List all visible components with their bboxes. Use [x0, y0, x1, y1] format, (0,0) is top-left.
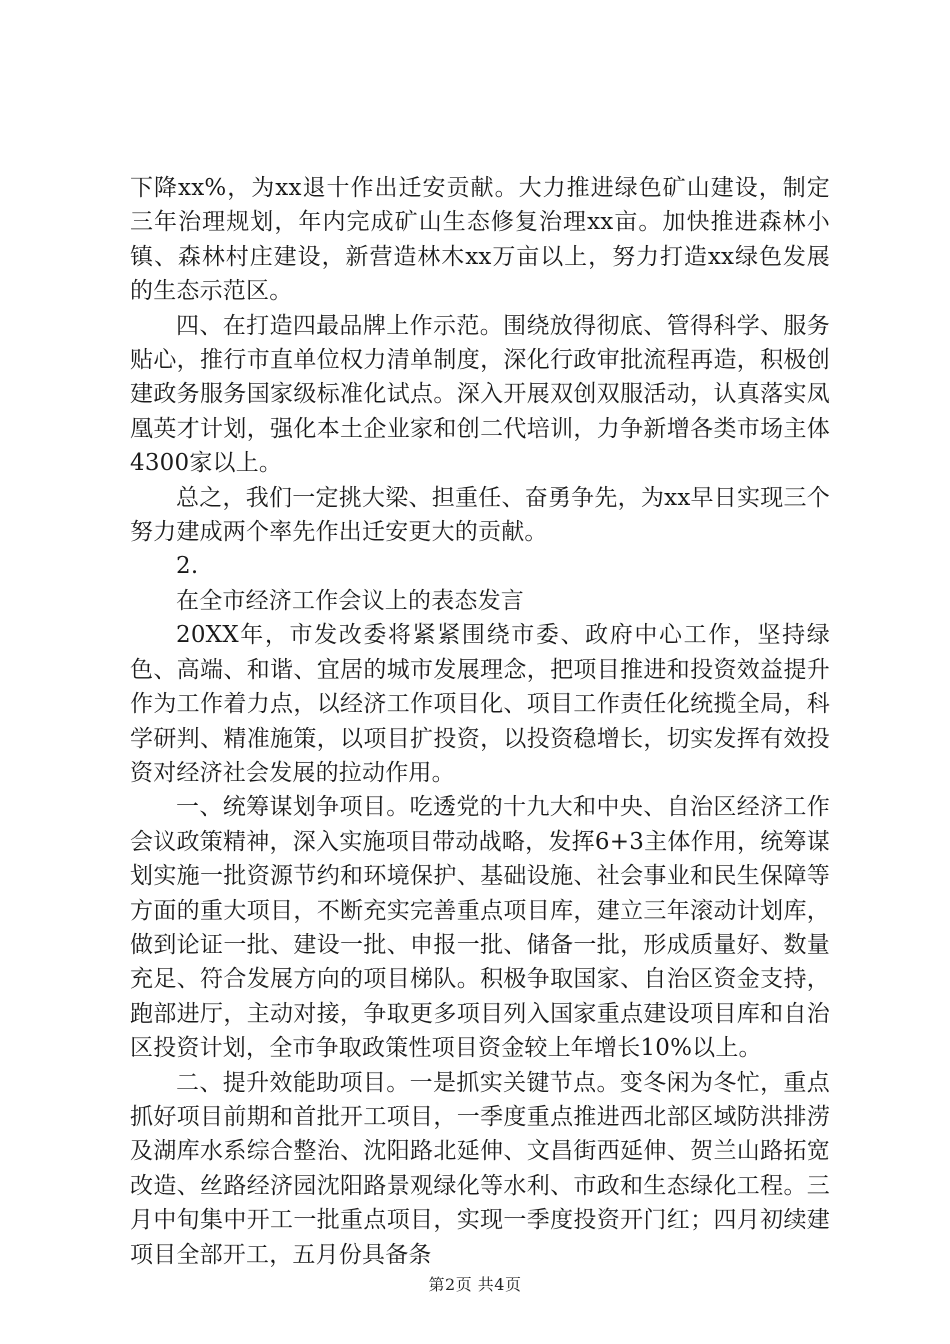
paragraph-continuation: 下降xx%，为xx退十作出迁安贡献。大力推进绿色矿山建设，制定三年治理规划，年内完成矿山生态修复治理xx亩。加快推进森林小镇、森林村庄建设，新营造林木xx万亩以上，努力打造xx绿色发展的生态示范区。	[130, 175, 830, 305]
paragraph-conclusion: 总之，我们一定挑大梁、担重任、奋勇争先，为xx早日实现三个努力建成两个率先作出迁安更大的贡献。	[130, 484, 830, 546]
paragraph-intro: 20XX年，市发改委将紧紧围绕市委、政府中心工作，坚持绿色、高端、和谐、宜居的城市发展理念，把项目推进和投资效益提升作为工作着力点，以经济工作项目化、项目工作责任化统揽全局，科学研判、精准施策，以项目扩投资，以投资稳增长，切实发挥有效投资对经济社会发展的拉动作用。	[130, 622, 830, 786]
paragraph-point-two: 二、提升效能助项目。一是抓实关键节点。变冬闲为冬忙，重点抓好项目前期和首批开工项目，一季度重点推进西北部区域防洪排涝及湖库水系综合整治、沈阳路北延伸、文昌街西延伸、贺兰山路拓宽改造、丝路经济园沈阳路景观绿化等水利、市政和生态绿化工程。三月中旬集中开工一批重点项目，实现一季度投资开门红；四月初续建项目全部开工，五月份具备条	[130, 1069, 830, 1268]
paragraph-section-four: 四、在打造四最品牌上作示范。围绕放得彻底、管得科学、服务贴心，推行市直单位权力清单制度，深化行政审批流程再造，积极创建政务服务国家级标准化试点。深入开展双创双服活动，认真落实凤凰英才计划，强化本土企业家和创二代培训，力争新增各类市场主体4300家以上。	[130, 312, 830, 477]
paragraph-point-one: 一、统筹谋划争项目。吃透党的十九大和中央、自治区经济工作会议政策精神，深入实施项目带动战略，发挥6+3主体作用，统筹谋划实施一批资源节约和环境保护、基础设施、社会事业和民生保障等方面的重大项目，不断充实完善重点项目库，建立三年滚动计划库，做到论证一批、建设一批、申报一批、储备一批，形成质量好、数量充足、符合发展方向的项目梯队。积极争取国家、自治区资金支持，跑部进厅，主动对接，争取更多项目列入国家重点建设项目库和自治区投资计划，全市争取政策性项目资金较上年增长10%以上。	[130, 794, 830, 1062]
section-number: 2.	[176, 553, 199, 580]
document-body	[130, 171, 830, 1272]
section-title: 在全市经济工作会议上的表态发言	[176, 587, 524, 614]
page-footer: 第2页 共4页	[428, 1275, 522, 1294]
